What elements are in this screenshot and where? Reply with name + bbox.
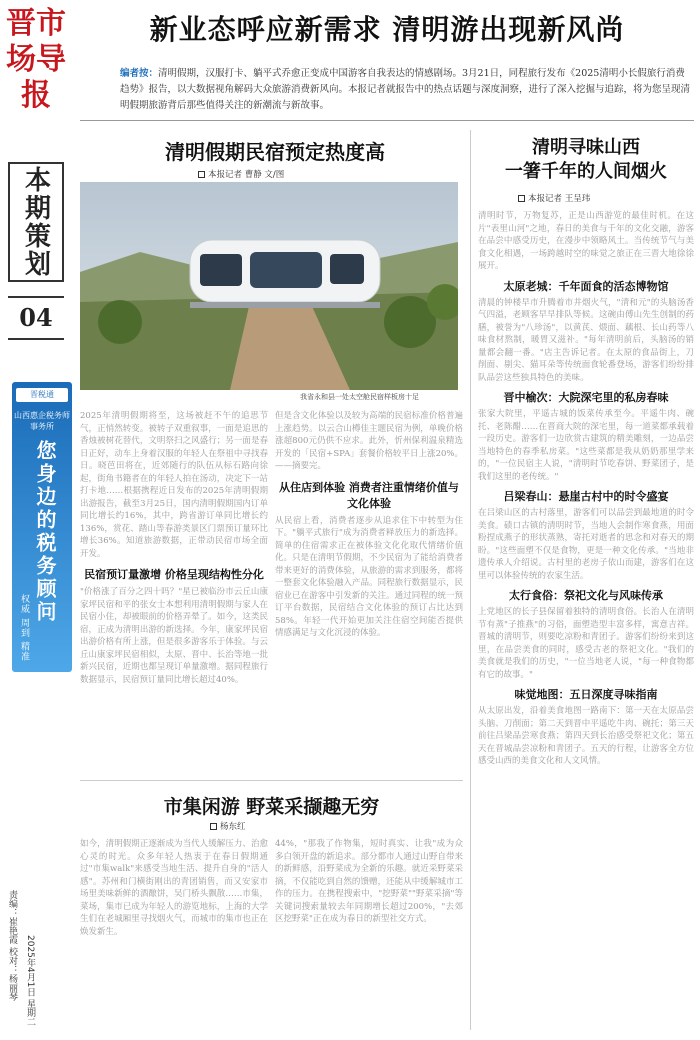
story1-para2: "价格涨了百分之四十吗？"星已被临汾市云丘山康家坪民宿和平的张女士本想利用清明假期与家人在民宿小住，却被眼前的价格弄晕了。如今，这类民宿，正成为清明出游的新选择。今年，康家坪民宿出游价格有所上涨，但是很多游客乐于体验。与云丘山康家坪民宿相似，太原、晋中、长治等地一批新兴民宿，近期也都呈现订单量激增。据同程旅行数据显示，民宿预订量同比增长超过40%。 [80,587,268,685]
byline-box-icon [210,823,217,830]
page-headline: 新业态呼应新需求 清明游出现新风尚 [149,13,625,46]
story2-byline [210,820,246,832]
editor-credits: 责编：崔艳霞 校对：杨丽琴 [7,890,17,1001]
story2-column2 [275,838,463,926]
page-number: 04 [8,296,64,340]
story3-subhead5: 味觉地图：五日深度寻味指南 [514,688,658,701]
space-capsule-photo [80,182,458,390]
story3-subhead4: 太行食俗：祭祀文化与风味传承 [509,589,663,602]
main-area [80,0,694,1040]
editor-note-text: 清明假期，汉服打卡、躺平式乔愈正变成中国游客自我表达的情感剧场。3月21日，同程旅行发布《2025清明小长假旅行消费趋势》报告，以大数据视角解码大众旅游消费新风向。本报记者就报告中的热点话题与深度洞察，进行了深入挖掘与追踪，将为您呈现清明假期旅游背后那些值得关注的新潮流与新故事。 [120,68,691,111]
story3-para4: 上党地区的长子县保留着独特的清明食俗。长治人在清明节有蒸"子推燕"的习俗，面塑造型丰富多样，寓意吉祥。晋城的清明节，则要吃凉粉和青团子。游客们纷纷来到这里，在品尝美食的同时，感受古老的祭祀文化。"我们的美食就是我们的历史，"一位当地老人说，"每一种食物都有它的故事。" [478,607,694,680]
story3-para2: 张家大院里，平遥古城的饭菜传承至今。平遥牛肉、碗托、老陈醋……在晋商大院的深宅里，每一道菜都承载着一段历史。游客们一边欣赏古建筑的精美雕刻，一边品尝当地特色的春季私房菜。"这些菜都是我从奶奶那里学来的，"一位民宿主人说，"清明时节吃春饼、野菜团子，是我们这里的老传统。" [478,409,694,482]
editor-note [120,66,694,114]
story3-para3: 在吕梁山区的古村落里，游客们可以品尝到最地道的时令美食。碛口古镇的清明时节，当地人会制作寒食燕，用面粉捏成燕子的形状蒸熟，寄托对逝者的思念和对春天的期盼。"这些面塑不仅是食物，更是一种文化传承。"当地非遗传承人介绍说。古村里的老房子依山而建，游客们在这里可以体验传统的农家生活。 [478,508,694,581]
section-title: 本期策划 [20,166,51,278]
ad-firm-name: 山西惠企税务师事务所 [14,411,70,431]
story2-byline-text: 杨东红 [220,822,246,832]
ad-slogan: 您身边的税务顾问 [33,440,57,624]
story1-subhead2: 从住店到体验 消费者注重情绪价值与文化体验 [279,480,459,510]
photo-caption: 我省永和县一处太空舱民宿样板房十足 [300,393,419,401]
story3-subhead3: 吕梁春山：悬崖古村中的时令盛宴 [503,490,669,503]
story3-byline-text: 本报记者 王呈玮 [528,194,591,204]
story2-title: 市集闲游 野菜采撷趣无穷 [163,796,380,818]
byline-box-icon [518,195,525,202]
story1-byline [198,168,284,180]
section-box [8,162,64,282]
story1-byline-text: 本报记者 曹静 文/图 [208,170,285,180]
story1-para3: 但是含文化体验以及较为高端的民宿标准价格普遍上涨趋势。以云合山樽佳主题民宿为例，单晚价格涨超800元仍供不应求。此外，忻州保利温泉精选开发的「民宿+SPA」套餐价格较平日上涨20%。——摘要完。 [275,411,463,471]
editor-note-label: 编者按： [120,68,159,79]
issue-date: 2025年4月1日 星期二 [25,935,35,1027]
story3-subhead2: 晋中榆次：大院深宅里的私房春味 [503,391,669,404]
story2-para1: 如今，清明假期正逐渐成为当代人缓解压力、治愈心灵的时光。众多年轻人热衷于在春日假期通过"市集walk"来感受当地生活、提升自身的"活人感"。苏州和门横街刚出的青团销售，而又安家市场里美味新鲜的酒酿饼，吴门桥头飘散……市集，菜场，集市已成为年轻人的游览地标，上海的大学生们在老城厢里寻找烟火气，而城市的集市也正在焕发新生。 [80,839,268,937]
ad-logo: 晋税通 [16,388,68,402]
story1-photo [80,182,458,390]
story3-para1: 清晨的钟楼早市升腾着市井烟火气，"清和元"的头脑汤香气四溢，老顾客早早排队等候。这碗由傅山先生创制的药膳，被誉为"八珍汤"，以黄芪、煨面、藕根、长山药等八味食材熬制，暖胃又滋补。"每年清明前后，头脑汤的销量都会翻一番。"店主告诉记者。在太原的食品街上，刀削面、剔尖、猫耳朵等传统面食轮番登场，游客们纷纷排队品尝这些独具特色的美味。 [478,297,694,383]
story3-para5: 从太原出发，沿着美食地图一路南下：第一天在太原品尝头脑、刀削面；第二天到晋中平遥吃牛肉、碗托；第三天前往吕梁品尝寒食燕；第四天到长治感受祭祀文化；第五天在晋城品尝凉粉和青团子。五天的行程，让游客全方位感受山西的美食文化和人文风情。 [478,706,694,766]
story3-title: 清明寻味山西 一箸千年的人间烟火 [505,137,667,182]
story3-byline [518,192,590,204]
story1-column1 [80,410,268,686]
byline-box-icon [198,171,205,178]
story3-intro: 清明时节，万物复苏，正是山西游览的最佳时机。在这片"表里山河"之地，春日的美食与千年的文化交融，游客在品尝中感受历史，在漫步中领略风土。当传统节气与美食文化相遇，一场跨越时空的味觉之旅正在三晋大地徐徐展开。 [478,211,694,271]
story3-subhead1: 太原老城：千年面食的活态博物馆 [503,279,669,293]
story1-title: 清明假期民宿预定热度高 [165,140,385,164]
masthead-logo: 晋市场导报 [6,6,66,113]
story1-para4: 从民宿上看，消费者逐步从追求住下中转型为住下。"躺平式旅行"成为消费者释放压力的新选择。简单的住宿需求正在被体验文化化取代情绪价值化。只是在清明节假期，不少民宿为了能给消费者带来更好的消费体验，从旅游的需求到服务，都将一整套文化体验融入产品。同程旅行数据显示，民宿业已在游客中引发新的关注。通过同程的统一预订平台数据，民宿结合文化体验的预订占比达到58%。年轻一代开始更加关注住宿空间能否提供情感满足与文化沉浸的体验。 [275,515,463,638]
story3-column [478,210,694,768]
story1-para1: 2025年清明假期将至，这场被赶不午的追思节气，正悄然转变。被转子双重叙事，一面是追思的香烛被树花替代，文明祭扫之风盛行；另一面是春日正好，动车上身着汉服的年轻人在祭祖中寻找春日。晓芭田将在，近郊随行的队伍从标石路向徐起，街角书籍者在的年轻人拍在汤动，决定下一站打卡地……根据携程近日发布的2025年清明假期出游报告，截至3月25日，国内清明假期国内订单同比增长约16%，其中，跨省游订单同比增长约136%，赏花、踏山等春游类景区门票预订量环比增长36%。知道旅游数据，正带动民宿市场全面开发。 [80,411,268,559]
column-divider [470,130,471,1030]
advertisement[interactable] [12,382,72,672]
ad-tagline: 权威 周到 精准 [19,594,29,662]
story1-subhead1: 民宿预订量激增 价格呈现结构性分化 [84,568,264,581]
story1-column2 [275,410,463,640]
story-divider [80,780,463,781]
story2-para2: 44%，"那我了作物集，短时真实、让我"成为众多白领开盘的新追求。部分都市人通过山野自带来的新鲜感，沿野菜成为全新的乐趣。就近采野菜采摘，不仅能吃到自然的馈赠，还能从中缓解城市工作的压力。在携程搜索中，"挖野菜""野菜采摘"等关键词搜索量较去年同期增长超过200%，"去郊区挖野菜"正在成为春日的新型社交方式。 [275,839,463,924]
story2-column1 [80,838,268,938]
header-rule [80,120,694,121]
left-strip [0,0,72,1040]
